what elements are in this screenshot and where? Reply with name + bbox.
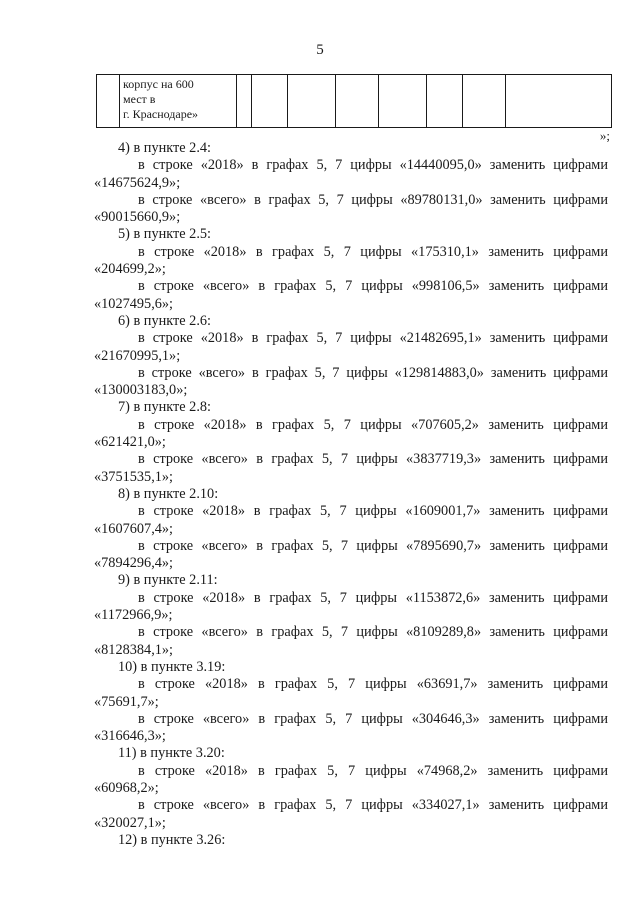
page-number: 5 [316,42,324,58]
amendment-new-value: «14675624,9»; [94,174,181,191]
amendment-heading: 10) в пункте 3.19: [118,658,226,675]
amendment-line: в строке «2018» в графах 5, 7 цифры «14440095,0» заменить цифрами [138,157,608,174]
table-cell [288,75,336,128]
table-cell [97,75,120,128]
amendment-line: в строке «всего» в графах 5, 7 цифры «89780131,0» заменить цифрами [138,191,608,208]
amendment-new-value: «316646,3»; [94,728,166,745]
amendment-new-value: «3751535,1»; [94,468,174,485]
table-cell-line: корпус на 600 [123,77,194,91]
amendment-line: в строке «2018» в графах 5, 7 цифры «707605,2» заменить цифрами [138,416,608,433]
amendment-new-value: «130003183,0»; [94,382,188,399]
amendment-new-value: «1027495,6»; [94,295,174,312]
table-cell [463,75,506,128]
amendment-new-value: «204699,2»; [94,261,166,278]
table-cell [252,75,288,128]
table-cell [379,75,427,128]
amendment-line: в строке «2018» в графах 5, 7 цифры «63691,7» заменить цифрами [138,676,608,693]
amendment-new-value: «320027,1»; [94,814,166,831]
table-cell [427,75,463,128]
table-cell-object-name [120,75,237,128]
table-cell-line: г. Краснодаре» [123,107,199,121]
amendment-line: в строке «всего» в графах 5, 7 цифры «7895690,7» заменить цифрами [138,537,608,554]
amendment-line: в строке «всего» в графах 5, 7 цифры «334027,1» заменить цифрами [138,797,608,814]
amendment-heading: 7) в пункте 2.8: [118,399,212,416]
amendment-line: в строке «всего» в графах 5, 7 цифры «998106,5» заменить цифрами [138,278,608,295]
amendment-line: в строке «всего» в графах 5, 7 цифры «3837719,3» заменить цифрами [138,451,608,468]
amendment-new-value: «21670995,1»; [94,347,181,364]
amendment-line: в строке «2018» в графах 5, 7 цифры «175310,1» заменить цифрами [138,243,608,260]
table-cell-line: мест в [123,92,156,106]
amendment-new-value: «90015660,9»; [94,209,181,226]
amendment-heading: 9) в пункте 2.11: [118,572,218,589]
amendment-line: в строке «2018» в графах 5, 7 цифры «21482695,1» заменить цифрами [138,330,608,347]
amendment-heading: 11) в пункте 3.20: [118,745,225,762]
amendment-line: в строке «2018» в графах 5, 7 цифры «1153872,6» заменить цифрами [138,589,608,606]
amendment-heading: 6) в пункте 2.6: [118,312,212,329]
amendment-new-value: «1172966,9»; [94,607,173,624]
table-cell [336,75,379,128]
amendment-heading: 5) в пункте 2.5: [118,226,212,243]
amendment-line: в строке «2018» в графах 5, 7 цифры «74968,2» заменить цифрами [138,762,608,779]
amendment-new-value: «8128384,1»; [94,641,174,658]
amendment-new-value: «621421,0»; [94,434,166,451]
amendment-line: в строке «всего» в графах 5, 7 цифры «304646,3» заменить цифрами [138,710,608,727]
amendment-new-value: «7894296,4»; [94,555,174,572]
table-cell [506,75,612,128]
amendment-heading: 8) в пункте 2.10: [118,485,219,502]
amendment-heading: 4) в пункте 2.4: [118,140,212,156]
amendment-new-value: «60968,2»; [94,779,159,796]
amendment-line: в строке «2018» в графах 5, 7 цифры «1609001,7» заменить цифрами [138,503,608,520]
table-cell [237,75,252,128]
amendment-line: в строке «всего» в графах 5, 7 цифры «129814883,0» заменить цифрами [138,364,608,381]
amendment-new-value: «75691,7»; [94,693,159,710]
amendment-new-value: «1607607,4»; [94,520,174,537]
table-fragment [96,74,612,128]
amendment-line: в строке «всего» в графах 5, 7 цифры «8109289,8» заменить цифрами [138,624,608,641]
amendment-heading: 12) в пункте 3.26: [118,831,226,848]
amendments-list [94,140,608,849]
closing-quote: »; [599,128,610,143]
